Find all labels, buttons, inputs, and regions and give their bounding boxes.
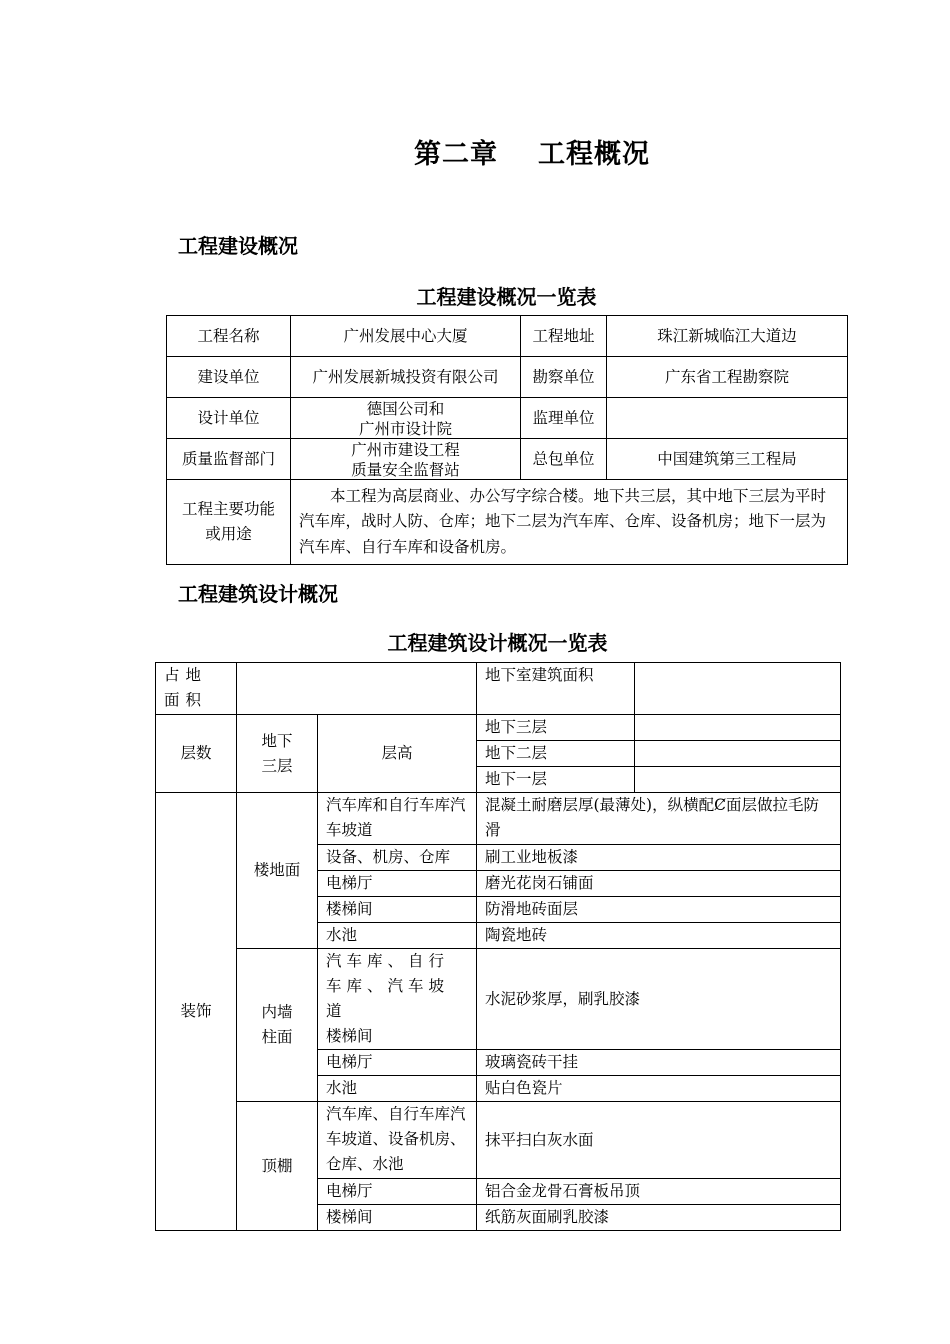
table-row <box>156 715 841 741</box>
table-cell <box>635 741 841 767</box>
table-cell: 广东省工程勘察院 <box>607 357 848 398</box>
table-cell: 监理单位 <box>521 398 607 439</box>
table-cell: 纸筋灰面刷乳胶漆 <box>477 1205 841 1231</box>
table-cell <box>635 767 841 793</box>
table-cell: 楼地面 <box>237 793 318 949</box>
table-cell: 地下三层 <box>477 715 635 741</box>
table-cell: 电梯厅 <box>318 871 477 897</box>
table-cell: 贴白色瓷片 <box>477 1076 841 1102</box>
table-cell: 玻璃瓷砖干挂 <box>477 1050 841 1076</box>
table-cell: 设备、机房、仓库 <box>318 845 477 871</box>
table-cell: 地下二层 <box>477 741 635 767</box>
project-overview-table <box>166 315 848 565</box>
table-cell: 装饰 <box>156 793 237 1231</box>
section1-heading: 工程建设概况 <box>178 234 298 258</box>
chapter-title: 工程概况 <box>538 139 650 170</box>
table-cell: 广州发展新城投资有限公司 <box>291 357 521 398</box>
table-cell: 水池 <box>318 1076 477 1102</box>
table-cell <box>635 715 841 741</box>
table-cell: 水池 <box>318 923 477 949</box>
table-cell: 内墙柱面 <box>237 949 318 1102</box>
table-cell <box>318 949 477 1050</box>
table-cell: 汽车库、自行车库汽车坡道、设备机房、仓库、水池 <box>318 1102 477 1179</box>
table-cell: 楼梯间 <box>318 897 477 923</box>
table-cell: 水泥砂浆厚，刷乳胶漆 <box>477 949 841 1050</box>
table-cell: 工程地址 <box>521 316 607 357</box>
chapter-heading <box>0 132 950 171</box>
table-cell <box>291 398 521 439</box>
architecture-design-table <box>155 662 841 1231</box>
table-cell: 电梯厅 <box>318 1179 477 1205</box>
table-cell: 电梯厅 <box>318 1050 477 1076</box>
cell-line: 德国公司和 <box>366 400 445 418</box>
cell-line: 质量安全监督站 <box>351 461 460 478</box>
table-cell: 质量监督部门 <box>167 439 291 480</box>
table-cell: 地下一层 <box>477 767 635 793</box>
table-row <box>167 439 848 480</box>
table-cell: 顶棚 <box>237 1102 318 1231</box>
table-cell: 楼梯间 <box>318 1205 477 1231</box>
table-row <box>167 480 848 565</box>
cell-line: 汽车库、自行车库、汽车坡道 <box>326 952 450 1020</box>
table-row <box>156 663 841 715</box>
table-cell: 磨光花岗石铺面 <box>477 871 841 897</box>
chapter-number: 第二章 <box>414 139 498 170</box>
table-cell: 陶瓷地砖 <box>477 923 841 949</box>
table-row <box>156 1102 841 1179</box>
table-cell: 中国建筑第三工程局 <box>607 439 848 480</box>
table-cell: 混凝土耐磨层厚(最薄处)，纵横配Ȼ面层做拉毛防滑 <box>477 793 841 845</box>
table-cell: 建设单位 <box>167 357 291 398</box>
table-row <box>156 793 841 845</box>
cell-line: 楼梯间 <box>326 1027 373 1045</box>
table-row <box>156 949 841 1050</box>
table-cell: 地下室建筑面积 <box>477 663 635 715</box>
table-cell <box>635 663 841 715</box>
table-cell: 地下三层 <box>237 715 318 793</box>
table-cell: 层高 <box>318 715 477 793</box>
table-cell: 广州发展中心大厦 <box>291 316 521 357</box>
table-cell: 抹平扫白灰水面 <box>477 1102 841 1179</box>
table-cell: 勘察单位 <box>521 357 607 398</box>
table-cell: 刷工业地板漆 <box>477 845 841 871</box>
cell-line: 广州市设计院 <box>358 420 452 437</box>
table-cell: 占地面积 <box>156 663 237 715</box>
table-cell: 铝合金龙骨石膏板吊顶 <box>477 1179 841 1205</box>
table-cell: 工程名称 <box>167 316 291 357</box>
table-cell: 设计单位 <box>167 398 291 439</box>
usage-text: 本工程为高层商业、办公写字综合楼。地下共三层，其中地下三层为平时汽车库，战时人防、仓库；地下二层为汽车库、仓库、设备机房；地下一层为汽车库、自行车库和设备机房。 <box>291 480 848 565</box>
table1-title: 工程建设概况一览表 <box>416 285 597 309</box>
table-cell: 工程主要功能或用途 <box>167 480 291 565</box>
table-cell: 珠江新城临江大道边 <box>607 316 848 357</box>
section2-heading: 工程建筑设计概况 <box>178 582 338 606</box>
table-cell: 汽车库和自行车库汽车坡道 <box>318 793 477 845</box>
table-cell: 防滑地砖面层 <box>477 897 841 923</box>
table-cell: 总包单位 <box>521 439 607 480</box>
table-cell <box>607 398 848 439</box>
table2-title: 工程建筑设计概况一览表 <box>387 631 608 655</box>
table-cell: 层数 <box>156 715 237 793</box>
table-row <box>167 398 848 439</box>
table-row <box>167 357 848 398</box>
table-cell <box>237 663 477 715</box>
table-row <box>167 316 848 357</box>
table-cell <box>291 439 521 480</box>
cell-line: 广州市建设工程 <box>351 441 460 459</box>
